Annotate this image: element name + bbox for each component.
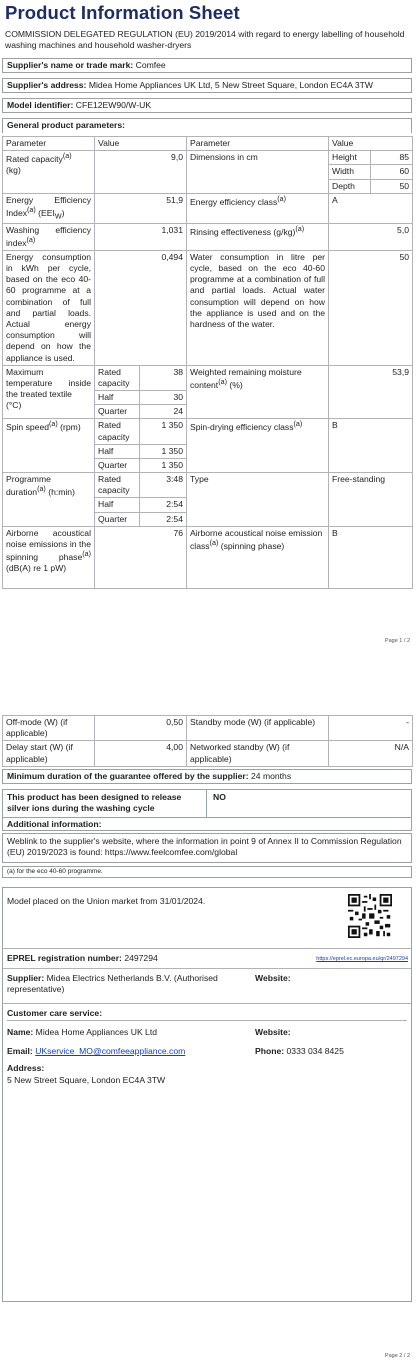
spin-class-value: B [329, 419, 413, 473]
supplier-value: Midea Electrics Netherlands B.V. (Authorised representative) [7, 973, 218, 994]
max-temp-half-value: 30 [140, 391, 187, 405]
table-row: Off-mode (W) (if applicable) 0,50 Standby mode (W) (if applicable) - [3, 716, 413, 741]
supplier-name-row [2, 58, 412, 73]
header-parameter: Parameter [3, 137, 95, 151]
customer-care-heading: Customer care service: [7, 1008, 103, 1018]
width-value: 60 [371, 165, 413, 179]
header-value-2: Value [329, 137, 413, 151]
footnote: (a) for the eco 40-60 programme. [2, 866, 412, 878]
general-parameters-table [2, 136, 413, 589]
standby-value: - [329, 716, 413, 741]
table-row: Rated capacity$^{(a)}$ (kg) 9,0 Dimensions in cm Height 85 [3, 151, 413, 165]
table-row: Energy Efficiency Index$^{(a)}$ $(EEI_W)$ 51,9 Energy efficiency class$^{(a)}$ A [3, 193, 413, 223]
table-row: Quarter 1 350 [3, 458, 413, 472]
table-row: Maximum temperature inside the treated textile (°C) Rated capacity 38 Weighted remaining moisture content$^{(a)}$ (%) 53,9 [3, 365, 413, 390]
table-row: Depth 50 [3, 179, 413, 193]
table-row: Half 1 350 [3, 444, 413, 458]
cc-email-row: Email: UKservice_MO@comfeeappliance.com [7, 1046, 186, 1056]
qr-code-icon [348, 894, 392, 938]
duration-half-value: 2:54 [140, 498, 187, 512]
cc-phone-value: 0333 034 8425 [286, 1046, 344, 1056]
supplier-address-label: Supplier's address: [7, 80, 87, 90]
page-title: Product Information Sheet [5, 2, 240, 23]
header-parameter-2: Parameter [187, 137, 329, 151]
table-row: Washing efficiency index$^{(a)}$ 1,031 Rinsing effectiveness $(g/kg)^{(a)}$ 5,0 [3, 223, 413, 250]
cc-phone-row: Phone: 0333 034 8425 [255, 1046, 344, 1056]
cc-address-value: 5 New Street Square, London EC4A 3TW [7, 1075, 166, 1085]
supplier-address-row [2, 78, 412, 93]
silver-ions-row: This product has been designed to release silver ions during the washing cycle NO [2, 789, 412, 818]
water-consumption-value: 50 [329, 250, 413, 365]
spin-speed-half-value: 1 350 [140, 444, 187, 458]
table-row: Quarter 2:54 [3, 512, 413, 526]
energy-consumption-value: 0,494 [95, 250, 187, 365]
eei-value: 51,9 [95, 193, 187, 223]
cc-address-label: Address: [7, 1063, 45, 1073]
supplier-address-value: Midea Home Appliances UK Ltd, 5 New Street Square, London EC4A 3TW [88, 80, 374, 90]
table-row: Energy consumption in kWh per cycle, based on the eco 40-60 programme at a combination of full and partial loads. Actual energy consumption will depend on how the appliance is used. 0,494 Water consumption in litre per cycle, based on the eco 40-60 programme at a combination of full and partial loads. Actual water consumption will depend on how the appliance is used and on the hardness of the water. 50 [3, 250, 413, 365]
eprel-link[interactable]: https://eprel.ec.europa.eu/qr/2497294 [316, 956, 408, 962]
additional-info-row: Additional information: [2, 817, 412, 831]
max-temp-quarter-value: 24 [140, 405, 187, 419]
table-row: Delay start (W) (if applicable) 4,00 Networked standby (W) (if applicable) N/A [3, 741, 413, 766]
page-number: Page 1 / 2 [384, 638, 410, 644]
rinsing-effectiveness-value: 5,0 [329, 223, 413, 250]
energy-class-value: A [329, 193, 413, 223]
table-row: Spin speed$^{(a)}$ (rpm) Rated capacity 1 350 Spin-drying efficiency class$^{(a)}$ B [3, 419, 413, 444]
networked-standby-value: N/A [329, 741, 413, 766]
table-row: Airborne acoustical noise emissions in the spinning phase$^{(a)}$ (dB(A) re 1 pW) 76 Airborne acoustical noise emission class$^{(a)}$ (spinning phase) B [3, 526, 413, 588]
page-separator [0, 652, 416, 707]
table-row: Programme duration$^{(a)}$ (h:min) Rated capacity 3:48 Type Free-standing [3, 473, 413, 498]
duration-quarter-value: 2:54 [140, 512, 187, 526]
noise-value: 76 [95, 526, 187, 588]
delay-start-value: 4,00 [95, 741, 187, 766]
moisture-value: 53,9 [329, 365, 413, 419]
washing-efficiency-value: 1,031 [95, 223, 187, 250]
guarantee-value: 24 months [251, 771, 292, 781]
supplier-info-box [2, 887, 412, 1302]
cc-website-label: Website: [255, 1027, 291, 1037]
general-parameters-heading: General product parameters: [2, 118, 412, 133]
spin-speed-rated-value: 1 350 [140, 419, 187, 444]
table-row: Quarter 24 [3, 405, 413, 419]
duration-rated-value: 3:48 [140, 473, 187, 498]
eprel-value: 2497294 [124, 953, 158, 963]
header-value: Value [95, 137, 187, 151]
depth-value: 50 [371, 179, 413, 193]
weblink-text: Weblink to the supplier's website, where the information in point 9 of Annex II to Commission Regulation (EU) 2019/2023 is found: https://www.feelcomfee.com/global [7, 836, 402, 857]
model-identifier-value: CFE12EW90/W-UK [75, 100, 152, 110]
supplier-name-value: Comfee [135, 60, 166, 70]
power-modes-table [2, 715, 413, 767]
page-1 [0, 0, 416, 652]
page-2 [0, 707, 416, 1363]
cc-name-value: Midea Home Appliances UK Ltd [35, 1027, 158, 1037]
eprel-row: EPREL registration number: 2497294 [7, 953, 158, 963]
noise-class-value: B [329, 526, 413, 588]
silver-ions-value: NO [213, 792, 226, 802]
table-row: Width 60 [3, 165, 413, 179]
market-date: Model placed on the Union market from 31/01/2024. [7, 896, 206, 906]
spin-speed-quarter-value: 1 350 [140, 458, 187, 472]
rated-capacity-value: 9,0 [95, 151, 187, 194]
supplier-row: Supplier: Midea Electrics Netherlands B.V. (Authorised representative) [7, 973, 218, 994]
page-number: Page 2 / 2 [384, 1353, 410, 1359]
model-identifier-row [2, 98, 412, 113]
guarantee-row: Minimum duration of the guarantee offered by the supplier: 24 months [2, 769, 412, 784]
table-header-row [3, 137, 413, 151]
table-row: Half 30 [3, 391, 413, 405]
supplier-website-label: Website: [255, 973, 291, 983]
max-temp-rated-value: 38 [140, 365, 187, 390]
regulation-subtitle: COMMISSION DELEGATED REGULATION (EU) 2019/2014 with regard to energy labelling of household washing machines and household washer-dryers [5, 29, 405, 50]
supplier-name-label: Supplier's name or trade mark: [7, 60, 134, 70]
weblink-row [2, 833, 412, 863]
table-row: Half 2:54 [3, 498, 413, 512]
cc-name-row: Name: Midea Home Appliances UK Ltd [7, 1027, 158, 1037]
height-value: 85 [371, 151, 413, 165]
type-value: Free-standing [329, 473, 413, 527]
cc-email-link[interactable]: UKservice_MO@comfeeappliance.com [35, 1046, 186, 1056]
model-identifier-label: Model identifier: [7, 100, 74, 110]
off-mode-value: 0,50 [95, 716, 187, 741]
